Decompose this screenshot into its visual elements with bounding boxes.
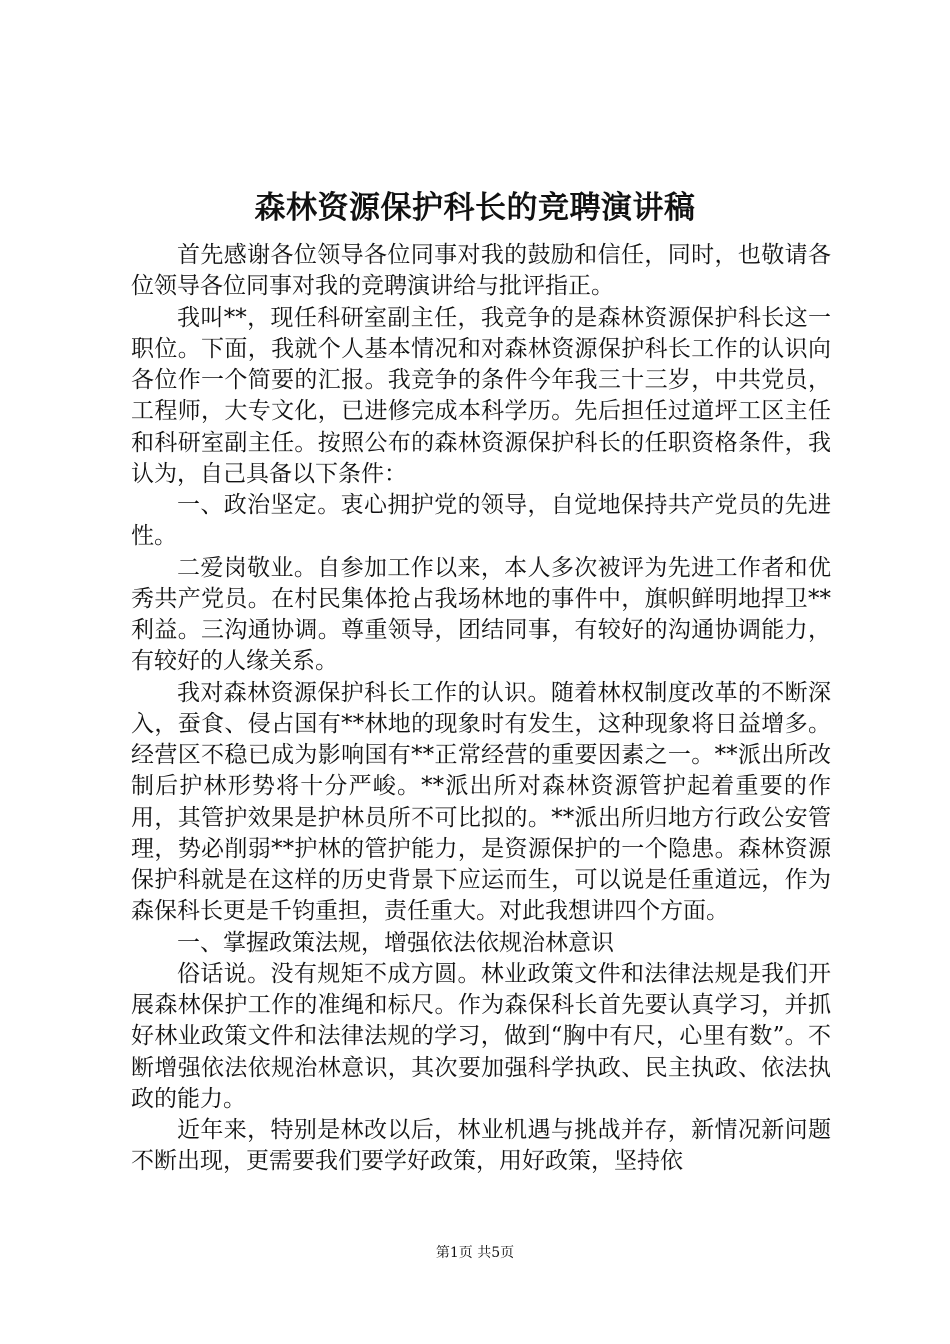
paragraph: 一、政治坚定。衷心拥护党的领导，自觉地保持共产党员的先进性。 <box>131 492 831 550</box>
paragraph: 俗话说。没有规矩不成方圆。林业政策文件和法律法规是我们开展森林保护工作的准绳和标尺。作为森保科长首先要认真学习，并抓好林业政策文件和法律法规的学习，做到“胸中有尺，心里有数”。不断增强依法依规治林意识，其次要加强科学执政、民主执政、依法执政的能力。 <box>131 960 831 1112</box>
paragraph: 我对森林资源保护科长工作的认识。随着林权制度改革的不断深入，蚕食、侵占国有**林地的现象时有发生，这种现象将日益增多。经营区不稳已成为影响国有**正常经营的重要因素之一。**派出所改制后护林形势将十分严峻。**派出所对森林资源管护起着重要的作用，其管护效果是护林员所不可比拟的。**派出所归地方行政公安管理，势必削弱**护林的管护能力，是资源保护的一个隐患。森林资源保护科就是在这样的历史背景下应运而生，可以说是任重道远，作为森保科长更是千钧重担，责任重大。对此我想讲四个方面。 <box>131 679 831 925</box>
document-title: 森林资源保护科长的竞聘演讲稿 <box>254 190 696 226</box>
paragraph: 我叫**，现任科研室副主任，我竞争的是森林资源保护科长这一职位。下面，我就个人基本情况和对森林资源保护科长工作的认识向各位作一个简要的汇报。我竞争的条件今年我三十三岁，中共党员，工程师，大专文化，已进修完成本科学历。先后担任过道坪工区主任和科研室副主任。按照公布的森林资源保护科长的任职资格条件，我认为，自己具备以下条件： <box>131 304 831 487</box>
paragraph: 近年来，特别是林改以后，林业机遇与挑战并存，新情况新问题不断出现，更需要我们要学好政策，用好政策，坚持依 <box>131 1117 831 1175</box>
paragraph: 首先感谢各位领导各位同事对我的鼓励和信任，同时，也敬请各位领导各位同事对我的竞聘演讲给与批评指正。 <box>131 242 831 300</box>
document-body <box>131 240 831 1178</box>
section-heading: 一、掌握政策法规，增强依法依规治林意识 <box>177 929 614 956</box>
page-number-footer: 第1页 共5页 <box>435 1245 515 1261</box>
paragraph: 二爱岗敬业。自参加工作以来，本人多次被评为先进工作者和优秀共产党员。在村民集体抢占我场林地的事件中，旗帜鲜明地捍卫**利益。三沟通协调。尊重领导，团结同事，有较好的沟通协调能力，有较好的人缘关系。 <box>131 554 831 675</box>
